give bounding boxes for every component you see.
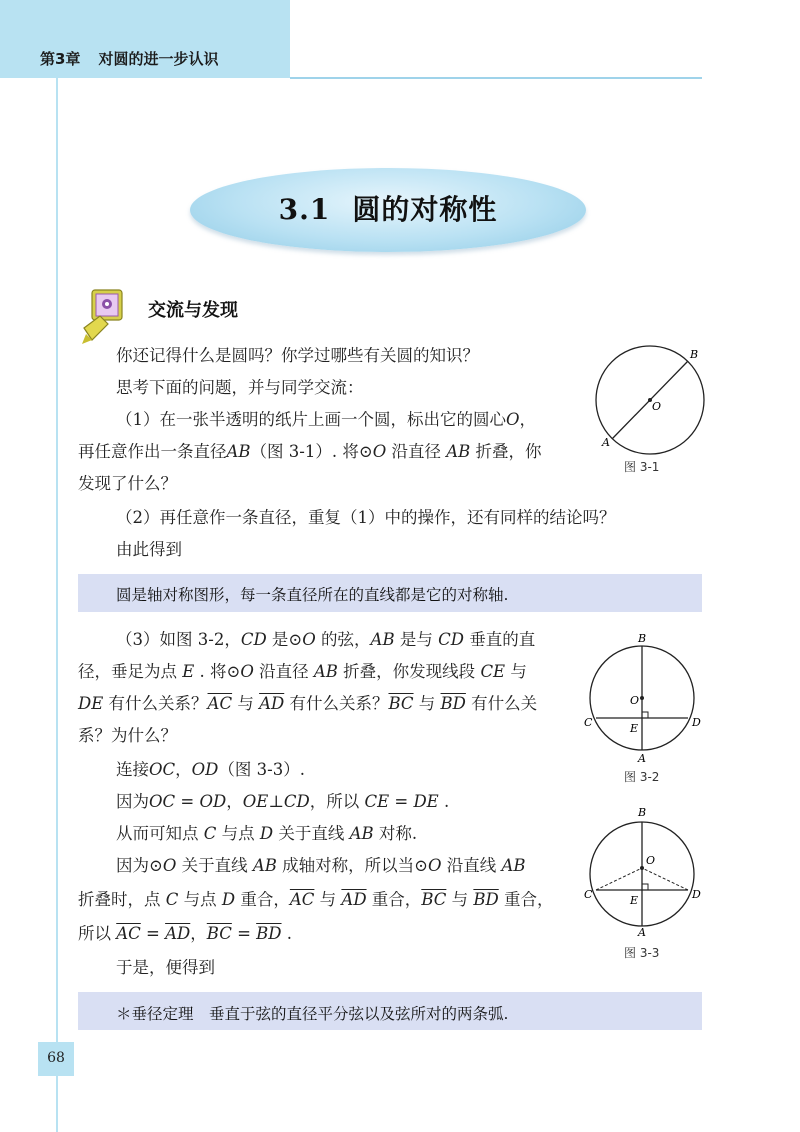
chapter-header xyxy=(40,48,236,69)
part3-line-7: 从而可知点 C 与点 D 关于直线 AB 对称. xyxy=(116,824,418,843)
section-number: 3.1 xyxy=(278,193,331,226)
figure-3-2-caption: 图 3-2 xyxy=(624,770,660,784)
part3-line-9: 折叠时，点 C 与点 D 重合，$\overline{AC}$ 与 $\overline{AD}$ 重合，$\overline{BC}$ 与 $\overline{BD}$ 重合， xyxy=(78,890,554,909)
paragraph-4: 再任意作出一条直径AB（图 3-1）. 将⊙O 沿直径 AB 折叠，你 xyxy=(78,442,542,461)
fig2-label-a: A xyxy=(638,752,646,765)
margin-rule xyxy=(56,78,58,1132)
fig1-label-b: B xyxy=(690,348,699,361)
fig2-label-e: E xyxy=(630,722,639,735)
paragraph-3: （1）在一张半透明的纸片上画一个圆，标出它的圆心O， xyxy=(116,410,537,429)
part3-line-3: DE 有什么关系？$\overline{AC}$ 与 $\overline{AD}$ 有什么关系？$\overline{BC}$ 与 $\overline{BD}$ 有什么关 xyxy=(78,694,538,713)
chapter-number: 第3章 xyxy=(40,50,81,68)
part3-line-4: 系？为什么？ xyxy=(78,726,177,745)
part3-line-1: （3）如图 3-2，CD 是⊙O 的弦，AB 是与 CD 垂直的直 xyxy=(116,630,536,649)
fig3-label-o: O xyxy=(646,854,656,867)
part3-line-10: 所以 $\overline{AC} = \overline{AD}$，$\overline{BC} = \overline{BD}$ . xyxy=(78,924,293,943)
part3-line-5: 连接OC，OD（图 3-3）. xyxy=(116,760,305,779)
part3-line-8: 因为⊙O 关于直线 AB 成轴对称，所以当⊙O 沿直线 AB xyxy=(116,856,526,875)
figure-3-2 xyxy=(576,630,712,768)
fig3-label-b: B xyxy=(638,806,647,819)
figure-3-3-caption: 图 3-3 xyxy=(624,946,660,960)
fig3-label-d: D xyxy=(692,888,701,901)
figure-3-3 xyxy=(576,804,712,940)
header-rule xyxy=(290,77,702,79)
paragraph-5: 发现了什么？ xyxy=(78,474,177,493)
fig1-label-a: A xyxy=(602,436,610,449)
fig2-label-o: O xyxy=(630,694,640,707)
section-subtitle: 交流与发现 xyxy=(148,300,238,321)
conclusion-text-1: 圆是轴对称图形，每一条直径所在的直线都是它的对称轴. xyxy=(116,586,509,604)
theorem-text: ＊垂径定理 垂直于弦的直径平分弦以及弦所对的两条弧. xyxy=(116,1005,509,1023)
figure-3-1-caption: 图 3-1 xyxy=(624,460,660,474)
paragraph-2: 思考下面的问题，并与同学交流： xyxy=(116,378,364,397)
part3-line-11: 于是，便得到 xyxy=(116,958,215,977)
chapter-title: 对圆的进一步认识 xyxy=(98,50,219,68)
part3-line-2: 径，垂足为点 E . 将⊙O 沿直径 AB 折叠，你发现线段 CE 与 xyxy=(78,662,527,681)
section-heading xyxy=(190,188,586,228)
fig3-label-a: A xyxy=(638,926,646,939)
fig3-label-c: C xyxy=(584,888,593,901)
section-title-text: 圆的对称性 xyxy=(352,193,498,226)
part3-line-6: 因为OC = OD，OE⊥CD，所以 CE = DE . xyxy=(116,792,450,811)
fig1-label-o: O xyxy=(652,400,662,413)
fig2-label-b: B xyxy=(638,632,647,645)
fig2-label-c: C xyxy=(584,716,593,729)
discussion-icon xyxy=(78,284,134,348)
paragraph-1: 你还记得什么是圆吗？你学过哪些有关圆的知识？ xyxy=(116,346,479,365)
page-number: 68 xyxy=(47,1050,65,1066)
fig2-label-d: D xyxy=(692,716,701,729)
paragraph-7: 由此得到 xyxy=(116,540,182,559)
fig3-label-e: E xyxy=(630,894,639,907)
paragraph-6: （2）再任意作一条直径，重复（1）中的操作，还有同样的结论吗？ xyxy=(116,508,616,527)
